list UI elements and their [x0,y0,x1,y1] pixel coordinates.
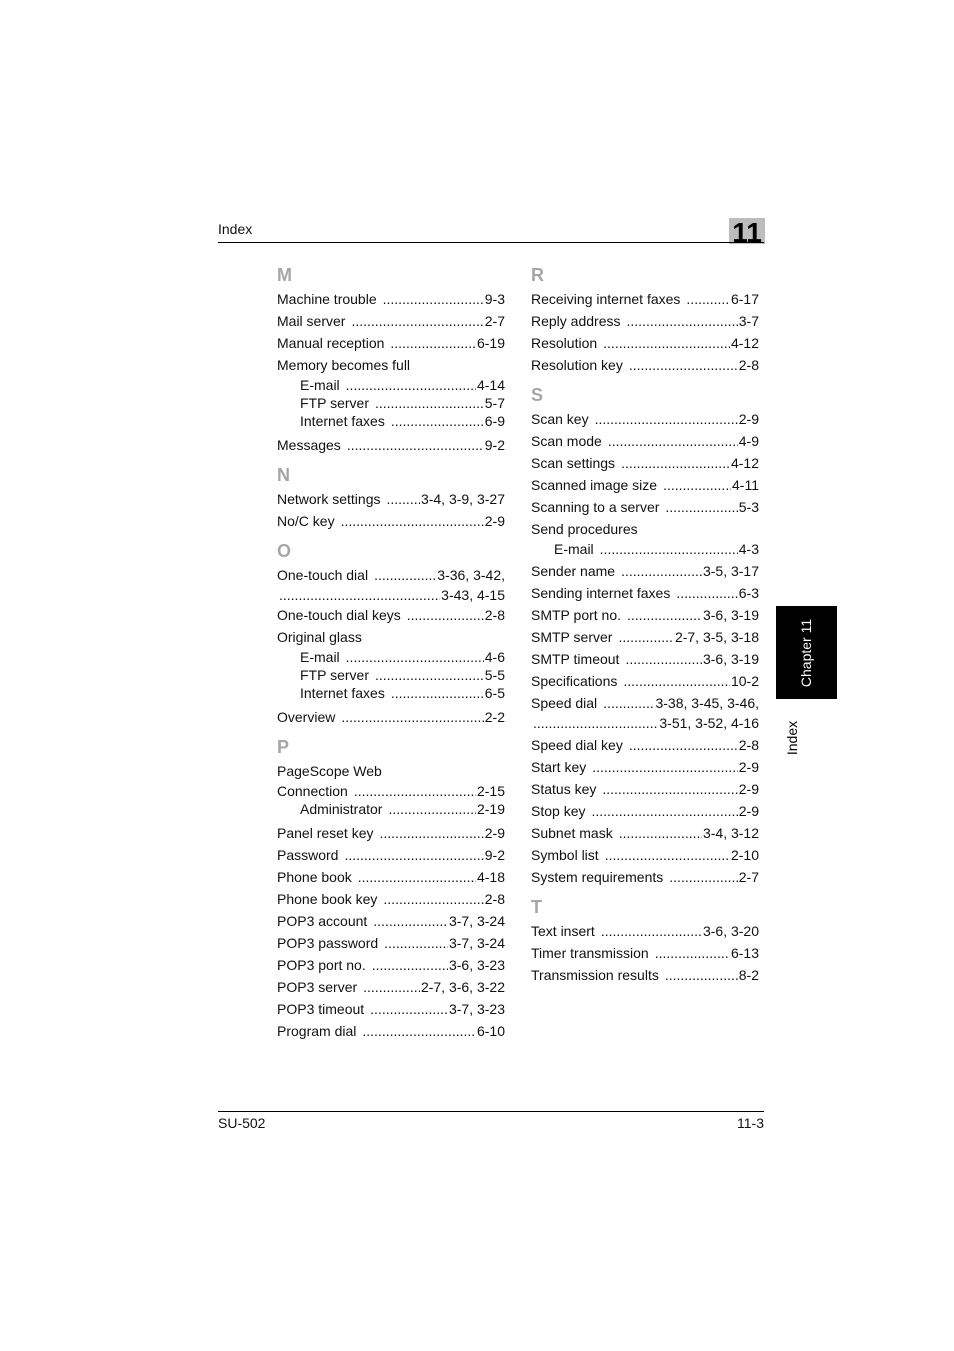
index-entry [531,582,759,604]
index-entry-continuation [277,586,505,604]
entry-pages: 2-8 [484,607,505,623]
entry-term: Scanned image size [531,477,658,493]
index-column-right [531,262,759,992]
leader-dots [344,844,483,866]
entry-term: Program dial [277,1023,357,1039]
leader-dots [391,684,484,702]
entry-pages: 3-5, 3-17 [702,563,759,579]
entry-term: One-touch dial keys [277,607,401,623]
entry-term: Symbol list [531,847,599,863]
entry-term: POP3 password [277,935,379,951]
section-letter: O [277,541,292,561]
leader-dots [621,560,702,582]
entry-term: Transmission results [531,967,659,983]
index-entry [531,408,759,430]
index-heading: Original glass [277,629,362,645]
index-section-s [531,382,759,888]
entry-term: Status key [531,781,597,797]
leader-dots [363,976,420,998]
leader-dots [621,452,730,474]
index-entry [531,354,759,376]
entry-term: POP3 server [277,979,358,995]
index-entry [531,942,759,964]
entry-term: Phone book [277,869,352,885]
entry-term: POP3 port no. [277,957,366,973]
leader-dots [605,844,730,866]
entry-pages: 8-2 [738,967,759,983]
entry-term: Resolution key [531,357,623,373]
index-entry [277,888,505,910]
header-rule [218,242,764,243]
leader-dots [383,288,484,310]
index-entry [531,310,759,332]
index-entry-continuation [531,714,759,732]
entry-pages: 3-36, 3-42, [437,567,505,583]
index-entry [531,604,759,626]
entry-term: Scanning to a server [531,499,660,515]
leader-dots [341,706,483,728]
leader-dots [619,822,702,844]
entry-pages: 4-12 [730,335,759,351]
leader-dots [346,376,476,394]
leader-dots [600,540,738,558]
entry-pages: 3-7, 3-24 [448,913,505,929]
index-entry [277,310,505,332]
entry-pages: 2-19 [476,801,505,817]
entry-term: E-mail [554,541,594,557]
entry-pages: 3-6, 3-23 [448,957,505,973]
entry-term: Timer transmission [531,945,649,961]
index-entry [277,932,505,954]
leader-dots [665,496,737,518]
entry-pages: 2-15 [476,783,505,799]
index-entry [531,452,759,474]
entry-term: Scan key [531,411,589,427]
leader-dots [625,648,702,670]
entry-pages: 4-14 [476,377,505,393]
entry-term: SMTP server [531,629,613,645]
footer-product-name: SU-502 [218,1115,266,1131]
entry-pages: 6-17 [730,291,759,307]
index-entry [531,866,759,888]
entry-term: E-mail [300,649,340,665]
entry-pages: 5-5 [484,667,505,683]
index-section-m [277,262,505,456]
entry-pages: 9-2 [484,847,505,863]
entry-term: Resolution [531,335,598,351]
index-entry [277,288,505,310]
entry-term: Internet faxes [300,685,385,701]
leader-dots [391,412,484,430]
entry-term: Receiving internet faxes [531,291,681,307]
leader-dots [390,332,476,354]
entry-pages: 4-3 [738,541,759,557]
footer-rule [218,1111,764,1112]
entry-term: Phone book key [277,891,378,907]
leader-dots [676,582,737,604]
index-entry [277,488,505,510]
index-subentry [277,376,505,394]
footer-page-number: 11-3 [737,1115,764,1131]
leader-dots [591,800,737,822]
entry-pages: 6-19 [476,335,505,351]
section-side-label: Index [784,720,800,756]
section-letter: T [531,897,542,917]
leader-dots [372,954,448,976]
entry-pages: 2-9 [484,513,505,529]
entry-pages: 2-9 [484,825,505,841]
index-entry [531,734,759,756]
entry-pages: 2-8 [484,891,505,907]
entry-pages: 2-9 [738,781,759,797]
entry-term: Connection [277,783,348,799]
entry-term: Network settings [277,491,381,507]
index-subentry [277,666,505,684]
entry-pages: 10-2 [730,673,759,689]
index-subentry [277,684,505,702]
entry-term: Specifications [531,673,618,689]
leader-dots [603,692,654,714]
entry-pages: 3-38, 3-45, 3-46, [655,695,759,711]
index-entry [277,706,505,728]
entry-pages: 4-9 [738,433,759,449]
index-entry [531,756,759,778]
section-letter: M [277,265,292,285]
entry-pages: 2-7, 3-6, 3-22 [420,979,505,995]
index-section-t [531,894,759,986]
leader-dots [663,474,731,496]
entry-pages: 3-43, 4-15 [441,587,505,603]
leader-dots [375,394,484,412]
entry-pages: 2-8 [738,357,759,373]
index-entry [277,782,505,800]
entry-term: Reply address [531,313,621,329]
entry-pages: 5-7 [484,395,505,411]
entry-pages: 9-2 [484,437,505,453]
entry-pages: 2-2 [484,709,505,725]
index-entry [531,332,759,354]
entry-pages: 6-9 [484,413,505,429]
index-entry [531,692,759,714]
entry-term: Scan settings [531,455,616,471]
index-heading: Send procedures [531,521,638,537]
section-letter: P [277,737,290,757]
entry-term: POP3 account [277,913,368,929]
leader-dots [629,354,738,376]
index-entry [277,976,505,998]
entry-pages: 2-9 [738,759,759,775]
entry-term: SMTP timeout [531,651,620,667]
index-subentry [531,540,759,558]
entry-term: Messages [277,437,341,453]
index-entry [531,560,759,582]
index-entry [277,604,505,626]
entry-term: SMTP port no. [531,607,622,623]
index-entry [531,626,759,648]
entry-pages: 4-12 [730,455,759,471]
index-entry [277,434,505,456]
index-entry [277,564,505,586]
entry-term: FTP server [300,667,369,683]
leader-dots [602,778,737,800]
entry-pages: 6-13 [730,945,759,961]
leader-dots [603,332,730,354]
index-entry [531,800,759,822]
leader-dots [618,626,674,648]
index-entry [277,844,505,866]
leader-dots [346,648,484,666]
leader-dots [627,604,702,626]
entry-pages: 3-6, 3-20 [702,923,759,939]
index-column-left [277,262,505,1048]
chapter-number-badge: 11 [729,218,765,244]
leader-dots [623,670,730,692]
entry-pages: 5-3 [738,499,759,515]
index-entry [277,866,505,888]
index-entry [531,844,759,866]
entry-term: Sender name [531,563,616,579]
leader-dots [655,942,730,964]
index-entry [531,920,759,942]
index-entry [277,510,505,532]
index-entry [277,332,505,354]
entry-pages: 3-7, 3-23 [448,1001,505,1017]
running-header-title: Index [218,221,253,237]
leader-dots [351,310,483,332]
entry-pages: 3-6, 3-19 [702,651,759,667]
entry-pages: 2-8 [738,737,759,753]
entry-pages: 2-7, 3-5, 3-18 [674,629,759,645]
index-entry [531,648,759,670]
entry-pages: 2-7 [484,313,505,329]
index-entry [531,778,759,800]
leader-dots [669,866,737,888]
entry-term: Speed dial key [531,737,623,753]
leader-dots [370,998,448,1020]
entry-pages: 3-4, 3-12 [702,825,759,841]
leader-dots [595,408,738,430]
entry-term: Subnet mask [531,825,613,841]
index-entry [531,288,759,310]
entry-pages: 2-9 [738,411,759,427]
section-letter: N [277,465,290,485]
leader-dots [375,666,484,684]
leader-dots [347,434,484,456]
entry-term: Speed dial [531,695,598,711]
entry-term: Text insert [531,923,595,939]
index-section-o [277,538,505,728]
entry-term: Password [277,847,339,863]
entry-term: Machine trouble [277,291,377,307]
leader-dots [362,1020,476,1042]
index-subentry [277,648,505,666]
entry-pages: 3-6, 3-19 [702,607,759,623]
leader-dots [374,564,436,586]
leader-dots [354,782,476,800]
leader-dots [358,866,476,888]
index-entry [277,1020,505,1042]
leader-dots [608,430,738,452]
index-entry [531,822,759,844]
entry-term: Stop key [531,803,586,819]
entry-pages: 4-11 [732,477,759,493]
entry-term: E-mail [300,377,340,393]
index-heading: Memory becomes full [277,357,411,373]
entry-pages: 3-51, 3-52, 4-16 [659,715,759,731]
entry-term: Scan mode [531,433,602,449]
entry-term: Sending internet faxes [531,585,671,601]
entry-pages: 6-5 [484,685,505,701]
leader-dots [627,310,738,332]
leader-dots [629,734,738,756]
entry-pages: 4-6 [484,649,505,665]
chapter-side-tab-label: Chapter 11 [798,618,815,687]
leader-dots [386,488,419,510]
entry-pages: 3-4, 3-9, 3-27 [420,491,505,507]
entry-term: System requirements [531,869,664,885]
index-subentry [277,800,505,818]
entry-pages: 4-18 [476,869,505,885]
entry-pages: 3-7, 3-24 [448,935,505,951]
leader-dots [279,586,440,604]
index-entry [531,496,759,518]
leader-dots [388,800,476,818]
index-entry [277,822,505,844]
index-heading: PageScope Web [277,763,382,779]
section-letter: R [531,265,544,285]
entry-pages: 9-3 [484,291,505,307]
leader-dots [380,822,484,844]
entry-term: Internet faxes [300,413,385,429]
index-entry [531,430,759,452]
entry-pages: 2-9 [738,803,759,819]
leader-dots [373,910,448,932]
entry-term: Administrator [300,801,383,817]
leader-dots [601,920,702,942]
index-section-r [531,262,759,376]
index-entry [277,954,505,976]
leader-dots [384,932,448,954]
entry-term: Mail server [277,313,346,329]
leader-dots [592,756,738,778]
leader-dots [686,288,730,310]
entry-term: Overview [277,709,336,725]
entry-term: Panel reset key [277,825,374,841]
leader-dots [665,964,738,986]
entry-term: FTP server [300,395,369,411]
entry-pages: 6-3 [738,585,759,601]
index-entry [531,474,759,496]
entry-pages: 3-7 [738,313,759,329]
index-entry [277,998,505,1020]
index-entry [531,670,759,692]
leader-dots [407,604,484,626]
chapter-side-tab-label-wrap [776,606,837,699]
leader-dots [383,888,483,910]
index-entry [531,964,759,986]
section-side-label-wrap [762,708,822,768]
entry-pages: 6-10 [476,1023,505,1039]
entry-term: Start key [531,759,587,775]
entry-term: Manual reception [277,335,385,351]
entry-term: POP3 timeout [277,1001,365,1017]
leader-dots [341,510,484,532]
entry-term: No/C key [277,513,335,529]
section-letter: S [531,385,544,405]
index-section-n [277,462,505,532]
entry-pages: 2-7 [738,869,759,885]
index-section-p [277,734,505,1042]
index-entry [277,910,505,932]
index-subentry [277,394,505,412]
leader-dots [533,714,658,732]
entry-pages: 2-10 [730,847,759,863]
entry-term: One-touch dial [277,567,369,583]
index-subentry [277,412,505,430]
